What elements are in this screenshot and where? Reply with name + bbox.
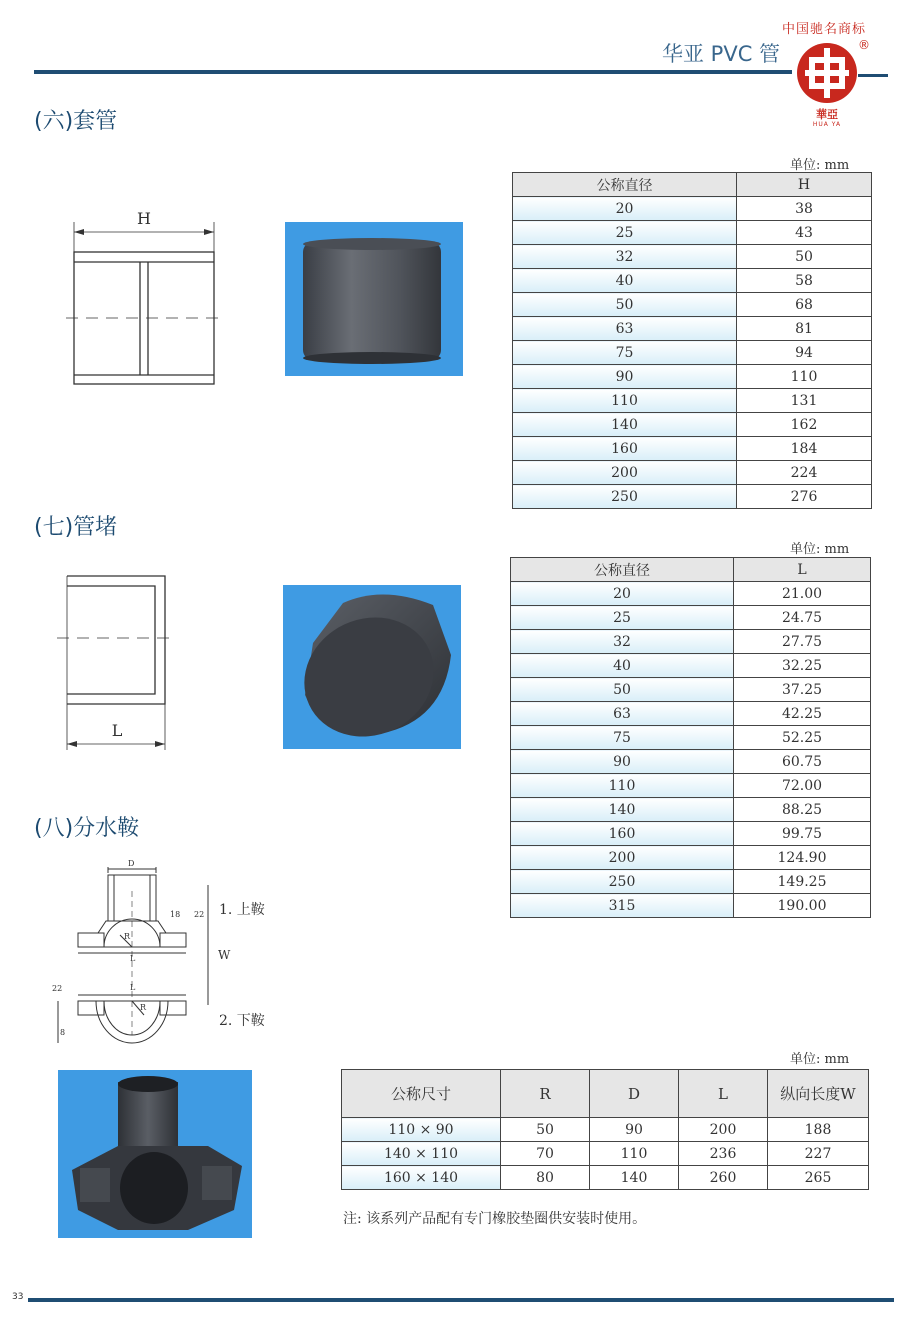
- saddle-image-icon: [58, 1070, 252, 1238]
- section-title-plug: (七)管堵: [34, 515, 118, 540]
- table-cell: 90: [513, 365, 737, 389]
- unit-label-plug: 单位: mm: [790, 542, 850, 557]
- table-cell: 200: [679, 1118, 768, 1142]
- table-cell: 227: [768, 1142, 869, 1166]
- table-row: [513, 245, 872, 269]
- table-cell: 140 × 110: [342, 1142, 501, 1166]
- sleeve-photo: [285, 222, 463, 376]
- saddle-diagram: [48, 855, 238, 1045]
- table-cell: 52.25: [734, 726, 871, 750]
- table-cell: 40: [513, 269, 737, 293]
- table-header: 公称直径: [511, 558, 734, 582]
- saddle-dim-l-lower: L: [130, 983, 136, 992]
- footer-divider: [28, 1298, 894, 1302]
- table-cell: 63: [513, 317, 737, 341]
- unit-label-sleeve: 单位: mm: [790, 158, 850, 173]
- table-row: [513, 365, 872, 389]
- table-cell: 276: [737, 485, 872, 509]
- table-row: [511, 774, 871, 798]
- table-row: [511, 750, 871, 774]
- table-cell: 32: [513, 245, 737, 269]
- table-cell: 24.75: [734, 606, 871, 630]
- saddle-dim-d: D: [128, 859, 135, 868]
- sleeve-image-icon: [285, 222, 463, 376]
- table-cell: 110: [511, 774, 734, 798]
- saddle-photo: [58, 1070, 252, 1238]
- table-cell: 162: [737, 413, 872, 437]
- table-cell: 50: [513, 293, 737, 317]
- saddle-dim-22: 22: [194, 910, 205, 919]
- table-cell: 190.00: [734, 894, 871, 918]
- unit-label-saddle: 单位: mm: [790, 1052, 850, 1067]
- table-row: [342, 1142, 869, 1166]
- table-row: [513, 341, 872, 365]
- table-cell: 75: [513, 341, 737, 365]
- table-cell: 94: [737, 341, 872, 365]
- table-row: [513, 197, 872, 221]
- table-row: [513, 413, 872, 437]
- saddle-dim-18: 18: [170, 910, 181, 919]
- table-cell: 50: [737, 245, 872, 269]
- page-header-title: 华亚 PVC 管: [662, 42, 781, 66]
- table-header: H: [737, 173, 872, 197]
- table-header: 公称尺寸: [342, 1070, 501, 1118]
- table-cell: 68: [737, 293, 872, 317]
- logo-chinese-text: 華亞: [816, 108, 838, 121]
- table-cell: 90: [590, 1118, 679, 1142]
- table-cell: 260: [679, 1166, 768, 1190]
- table-cell: 42.25: [734, 702, 871, 726]
- table-header: 纵向长度W: [768, 1070, 869, 1118]
- table-cell: 140: [513, 413, 737, 437]
- saddle-dim-8: 8: [60, 1028, 66, 1037]
- table-row: [511, 798, 871, 822]
- table-cell: 27.75: [734, 630, 871, 654]
- table-cell: 70: [501, 1142, 590, 1166]
- table-row: [342, 1166, 869, 1190]
- table-row: [513, 437, 872, 461]
- table-row: [511, 822, 871, 846]
- table-cell: 88.25: [734, 798, 871, 822]
- table-cell: 250: [511, 870, 734, 894]
- table-row: [511, 582, 871, 606]
- table-row: [511, 606, 871, 630]
- table-row: [513, 293, 872, 317]
- table-row: [513, 485, 872, 509]
- logo-english-text: HUA YA: [812, 121, 842, 128]
- table-cell: 149.25: [734, 870, 871, 894]
- saddle-dim-w: W: [218, 948, 231, 962]
- table-row: [513, 317, 872, 341]
- plug-dim-label: L: [111, 721, 123, 740]
- sleeve-spec-table: [512, 172, 872, 509]
- table-cell: 140: [511, 798, 734, 822]
- saddle-lower-label: 2. 下鞍: [219, 1013, 265, 1029]
- table-header: L: [679, 1070, 768, 1118]
- table-cell: 184: [737, 437, 872, 461]
- table-cell: 60.75: [734, 750, 871, 774]
- table-cell: 81: [737, 317, 872, 341]
- table-cell: 20: [513, 197, 737, 221]
- brand-tagline: 中国驰名商标: [782, 22, 867, 37]
- section-title-sleeve: (六)套管: [34, 109, 118, 134]
- table-cell: 188: [768, 1118, 869, 1142]
- plug-photo: [283, 585, 461, 749]
- table-row: [511, 630, 871, 654]
- header-divider: [34, 70, 792, 74]
- table-header: L: [734, 558, 871, 582]
- table-cell: 160: [511, 822, 734, 846]
- table-row: [511, 894, 871, 918]
- table-header: 公称直径: [513, 173, 737, 197]
- table-cell: 90: [511, 750, 734, 774]
- table-cell: 32.25: [734, 654, 871, 678]
- table-row: [513, 389, 872, 413]
- table-cell: 99.75: [734, 822, 871, 846]
- plug-diagram: [55, 570, 185, 755]
- table-cell: 160 × 140: [342, 1166, 501, 1190]
- table-cell: 72.00: [734, 774, 871, 798]
- table-row: [511, 654, 871, 678]
- table-cell: 25: [511, 606, 734, 630]
- table-cell: 37.25: [734, 678, 871, 702]
- table-row: [511, 702, 871, 726]
- table-row: [511, 870, 871, 894]
- table-row: [511, 678, 871, 702]
- table-cell: 200: [511, 846, 734, 870]
- table-cell: 236: [679, 1142, 768, 1166]
- table-cell: 160: [513, 437, 737, 461]
- table-cell: 80: [501, 1166, 590, 1190]
- table-cell: 58: [737, 269, 872, 293]
- table-cell: 110 × 90: [342, 1118, 501, 1142]
- table-cell: 140: [590, 1166, 679, 1190]
- table-cell: 50: [511, 678, 734, 702]
- table-cell: 265: [768, 1166, 869, 1190]
- table-cell: 38: [737, 197, 872, 221]
- table-cell: 224: [737, 461, 872, 485]
- table-cell: 75: [511, 726, 734, 750]
- table-cell: 43: [737, 221, 872, 245]
- section-title-saddle: (八)分水鞍: [34, 816, 140, 841]
- table-row: [513, 461, 872, 485]
- table-cell: 110: [513, 389, 737, 413]
- table-header: R: [501, 1070, 590, 1118]
- page-number: 33: [12, 1292, 24, 1302]
- plug-spec-table: [510, 557, 871, 918]
- table-row: [513, 269, 872, 293]
- table-cell: 63: [511, 702, 734, 726]
- table-cell: 315: [511, 894, 734, 918]
- table-row: [511, 726, 871, 750]
- table-header: D: [590, 1070, 679, 1118]
- table-row: [511, 846, 871, 870]
- table-cell: 25: [513, 221, 737, 245]
- table-cell: 131: [737, 389, 872, 413]
- table-row: [513, 221, 872, 245]
- table-cell: 110: [590, 1142, 679, 1166]
- saddle-dim-r-lower: R: [140, 1003, 147, 1012]
- sleeve-diagram: [60, 200, 230, 395]
- saddle-spec-table: [341, 1069, 869, 1190]
- sleeve-dim-label: H: [137, 209, 151, 228]
- table-cell: 250: [513, 485, 737, 509]
- table-cell: 32: [511, 630, 734, 654]
- header-divider-right: [858, 74, 888, 77]
- table-cell: 110: [737, 365, 872, 389]
- plug-image-icon: [283, 585, 461, 749]
- table-cell: 40: [511, 654, 734, 678]
- footnote: 注: 该系列产品配有专门橡胶垫圈供安装时使用。: [343, 1211, 647, 1227]
- table-cell: 21.00: [734, 582, 871, 606]
- table-cell: 200: [513, 461, 737, 485]
- table-cell: 20: [511, 582, 734, 606]
- saddle-dim-22-lower: 22: [52, 984, 63, 993]
- registered-mark: ®: [858, 38, 870, 52]
- table-cell: 124.90: [734, 846, 871, 870]
- saddle-upper-label: 1. 上鞍: [219, 902, 265, 918]
- brand-logo-icon: [795, 40, 859, 106]
- saddle-dim-l-upper: L: [130, 954, 136, 963]
- table-row: [342, 1118, 869, 1142]
- saddle-dim-r-upper: R: [124, 932, 131, 941]
- table-cell: 50: [501, 1118, 590, 1142]
